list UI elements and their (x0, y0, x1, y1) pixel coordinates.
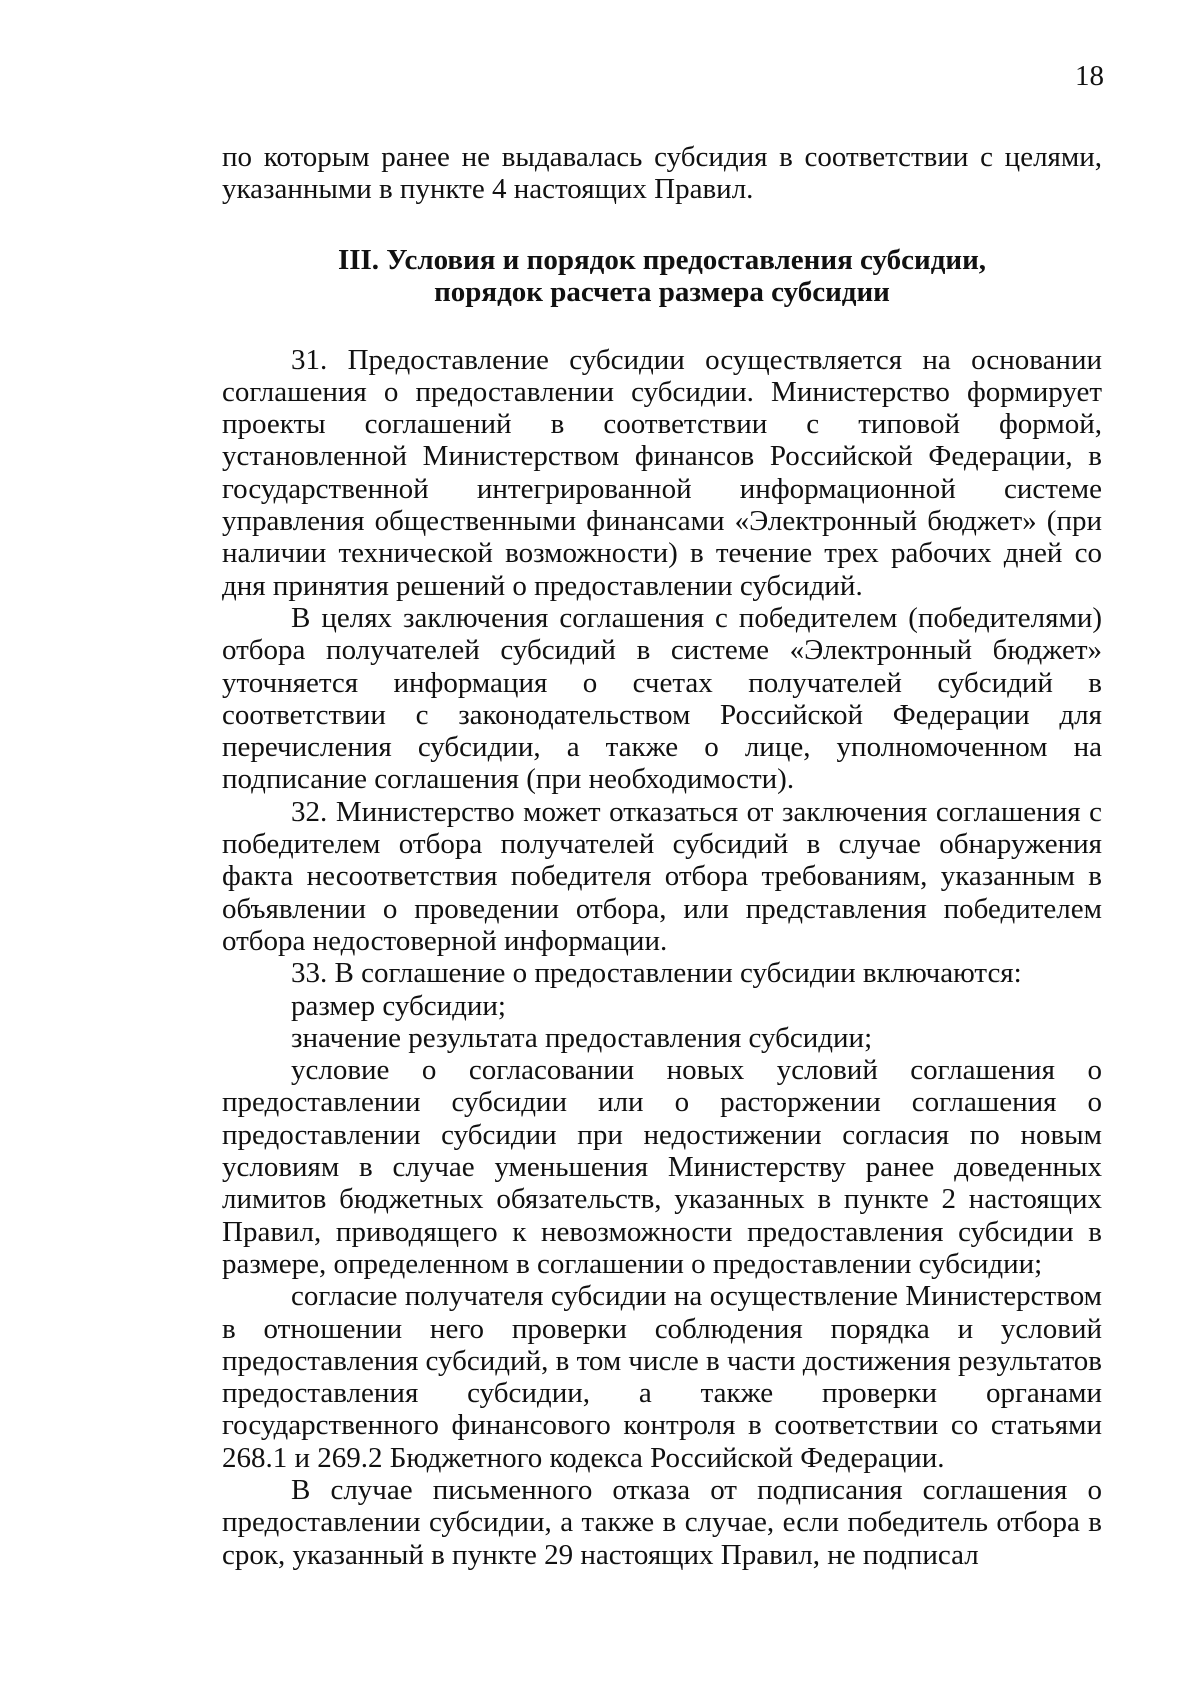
paragraph-32: 32. Министерство может отказаться от заключения соглашения с победителем отбора получателей субсидий в случае обнаружения факта несоответствия победителя отбора требованиям, указанным в объявлении о проведении отбора, или представления победителем отбора недостоверной информации. (222, 795, 1102, 957)
section-heading (222, 244, 1102, 308)
section-heading-line-2: порядок расчета размера субсидии (434, 275, 890, 308)
page-number: 18 (1075, 60, 1104, 92)
list-item-result-value: значение результата предоставления субсидии; (291, 1021, 873, 1054)
paragraph-31: 31. Предоставление субсидии осуществляется на основании соглашения о предоставлении субсидии. Министерство формирует проекты соглашений в соответствии с типовой формой, установленной Министерством финансов Российской Федерации, в государственной интегрированной информационной системе управления общественными финансами «Электронный бюджет» (при наличии технической возможности) в течение трех рабочих дней со дня принятия решений о предоставлении субсидий. (222, 343, 1102, 602)
paragraph-refusal: В случае письменного отказа от подписания соглашения о предоставлении субсидии, а также в случае, если победитель отбора в срок, указанный в пункте 29 настоящих Правил, не подписал (222, 1473, 1102, 1571)
list-item-audit-consent: согласие получателя субсидии на осуществление Министерством в отношении него проверки соблюдения порядка и условий предоставления субсидий, в том числе в части достижения результатов предоставления субсидии, а также проверки органами государственного финансового контроля в соответствии со статьями 268.1 и 269.2 Бюджетного кодекса Российской Федерации. (222, 1280, 1102, 1474)
paragraph-31-electronic-budget: В целях заключения соглашения с победителем (победителями) отбора получателей субсидий в системе «Электронный бюджет» уточняется информация о счетах получателей субсидий в соответствии с законодательством Российской Федерации для перечисления субсидии, а также о лице, уполномоченном на подписание соглашения (при необходимости). (222, 601, 1102, 796)
document-body (222, 141, 1102, 1571)
list-item-new-conditions: условие о согласовании новых условий соглашения о предоставлении субсидии или о расторжении соглашения о предоставлении субсидии при недостижении согласия по новым условиям в случае уменьшения Министерству ранее доведенных лимитов бюджетных обязательств, указанных в пункте 2 настоящих Правил, приводящего к невозможности предоставления субсидии в размере, определенном в соглашении о предоставлении субсидии; (222, 1054, 1102, 1280)
list-item-subsidy-amount: размер субсидии; (291, 989, 506, 1022)
continuation-paragraph: по которым ранее не выдавалась субсидия в соответствии с целями, указанными в пункте 4 настоящих Правил. (222, 141, 1102, 206)
section-heading-line-1: III. Условия и порядок предоставления субсидии, (337, 243, 987, 276)
paragraph-33: 33. В соглашение о предоставлении субсидии включаются: (291, 957, 1022, 990)
